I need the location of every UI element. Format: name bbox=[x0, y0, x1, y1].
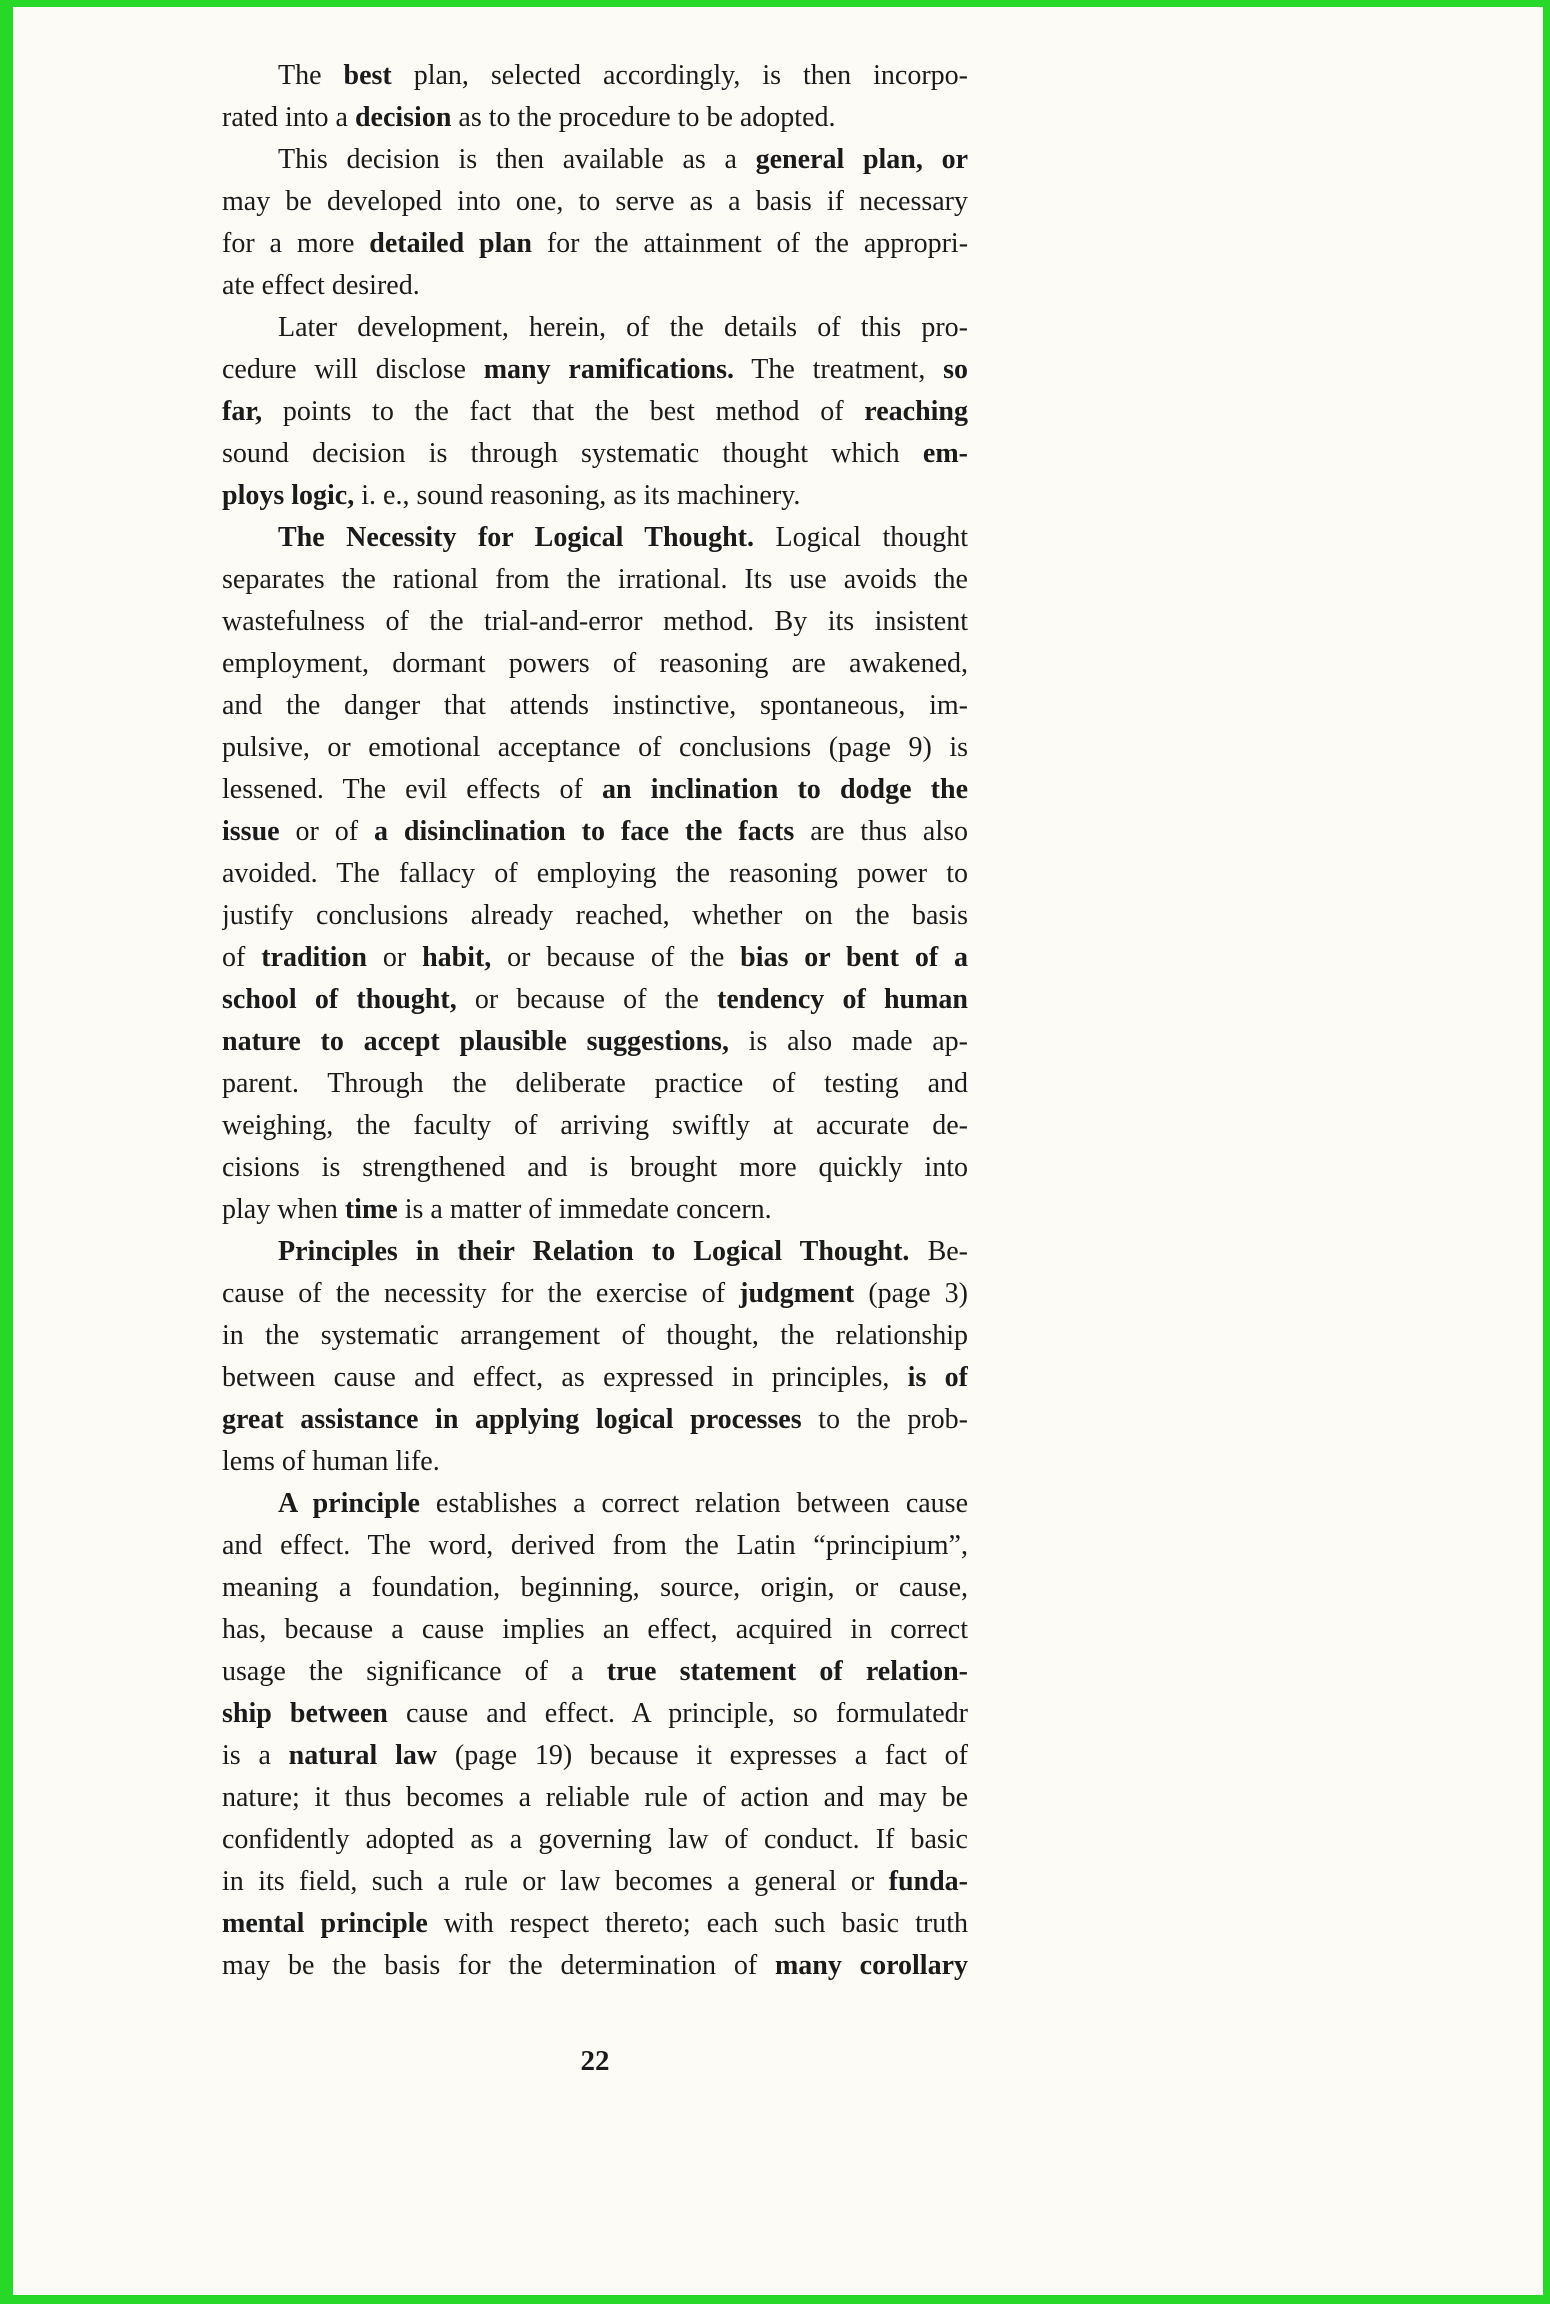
text-segment: cause and effect. A principle, so formulatedr bbox=[387, 1698, 968, 1729]
text-line bbox=[222, 1861, 968, 1903]
text-segment: is a bbox=[222, 1740, 289, 1771]
bold-text-segment: tendency of human bbox=[716, 984, 968, 1015]
bold-text-segment: nature to accept plausible suggestions, bbox=[222, 1026, 729, 1057]
text-segment: cedure will disclose bbox=[222, 354, 484, 385]
bold-text-segment: A principle bbox=[278, 1488, 420, 1519]
text-segment: ate effect desired. bbox=[222, 270, 420, 301]
bold-text-segment: The Necessity for Logical Thought. bbox=[278, 522, 755, 553]
bold-text-segment: great assistance in applying logical processes bbox=[222, 1404, 802, 1435]
text-segment: of bbox=[222, 942, 262, 973]
text-segment: for the attainment of the appropri- bbox=[531, 228, 968, 259]
text-segment: is also made ap- bbox=[728, 1026, 968, 1057]
text-segment: nature; it thus becomes a reliable rule of action and may be bbox=[222, 1782, 968, 1813]
text-line bbox=[222, 1441, 968, 1483]
text-line bbox=[222, 1525, 968, 1567]
text-segment: has, because a cause implies an effect, acquired in correct bbox=[222, 1614, 968, 1645]
text-line bbox=[222, 349, 968, 391]
text-line bbox=[222, 979, 968, 1021]
text-line bbox=[222, 853, 968, 895]
text-segment: The bbox=[278, 60, 344, 91]
text-line bbox=[222, 139, 968, 181]
bold-text-segment: tradition bbox=[261, 942, 367, 973]
bold-text-segment: a disinclination to face the facts bbox=[374, 816, 795, 847]
text-line bbox=[222, 391, 968, 433]
text-segment: are thus also bbox=[794, 816, 968, 847]
text-line bbox=[222, 1693, 968, 1735]
text-segment: may be developed into one, to serve as a basis if necessary bbox=[222, 186, 968, 217]
bold-text-segment: best bbox=[343, 60, 392, 91]
text-segment: in its field, such a rule or law becomes a general or bbox=[222, 1866, 889, 1897]
bold-text-segment: so bbox=[943, 354, 968, 385]
text-line bbox=[222, 727, 968, 769]
text-segment: or of bbox=[279, 816, 374, 847]
text-line bbox=[222, 1903, 968, 1945]
text-segment: confidently adopted as a governing law of conduct. If basic bbox=[222, 1824, 968, 1855]
text-segment: or bbox=[366, 942, 423, 973]
bold-text-segment: decision bbox=[354, 102, 452, 133]
text-segment: sound decision is through systematic thought which bbox=[222, 438, 923, 469]
text-segment: may be the basis for the determination of bbox=[222, 1950, 775, 1981]
bold-text-segment: ship between bbox=[222, 1698, 388, 1729]
text-segment: points to the fact that the best method of bbox=[262, 396, 865, 427]
bold-text-segment: judgment bbox=[739, 1278, 855, 1309]
text-line bbox=[222, 223, 968, 265]
text-line bbox=[222, 937, 968, 979]
text-segment: The treatment, bbox=[734, 354, 944, 385]
text-segment: plan, selected accordingly, is then incorpo- bbox=[391, 60, 968, 91]
text-line bbox=[222, 895, 968, 937]
text-segment: cause of the necessity for the exercise of bbox=[222, 1278, 740, 1309]
bold-text-segment: funda- bbox=[888, 1866, 968, 1897]
text-line bbox=[222, 1483, 968, 1525]
text-segment: separates the rational from the irrational. Its use avoids the bbox=[222, 564, 968, 595]
text-segment: usage the significance of a bbox=[222, 1656, 607, 1687]
text-segment: between cause and effect, as expressed in principles, bbox=[222, 1362, 908, 1393]
text-line bbox=[222, 601, 968, 643]
text-segment: establishes a correct relation between cause bbox=[419, 1488, 968, 1519]
text-segment: parent. Through the deliberate practice of testing and bbox=[222, 1068, 968, 1099]
text-segment: and the danger that attends instinctive, spontaneous, im- bbox=[222, 690, 968, 721]
bold-text-segment: far, bbox=[222, 396, 263, 427]
text-line bbox=[222, 181, 968, 223]
text-line bbox=[222, 433, 968, 475]
text-line bbox=[222, 1021, 968, 1063]
bold-text-segment: em- bbox=[922, 438, 968, 469]
text-line bbox=[222, 1147, 968, 1189]
text-segment: or because of the bbox=[491, 942, 741, 973]
text-segment: and effect. The word, derived from the Latin “principium”, bbox=[222, 1530, 968, 1561]
text-segment: cisions is strengthened and is brought more quickly into bbox=[222, 1152, 968, 1183]
text-segment: Be- bbox=[909, 1236, 968, 1267]
bold-text-segment: time bbox=[344, 1194, 398, 1225]
text-line bbox=[222, 1357, 968, 1399]
text-line bbox=[222, 307, 968, 349]
bold-text-segment: mental principle bbox=[222, 1908, 428, 1939]
text-segment: wastefulness of the trial-and-error method. By its insistent bbox=[222, 606, 968, 637]
text-line bbox=[222, 1315, 968, 1357]
page-number: 22 bbox=[580, 2045, 610, 2077]
text-segment: Logical thought bbox=[754, 522, 968, 553]
bold-text-segment: habit, bbox=[422, 942, 492, 973]
text-segment: or because of the bbox=[456, 984, 717, 1015]
text-segment: with respect thereto; each such basic truth bbox=[427, 1908, 968, 1939]
bold-text-segment: an inclination to dodge the bbox=[602, 774, 968, 805]
text-segment: lems of human life. bbox=[222, 1446, 440, 1477]
text-segment: pulsive, or emotional acceptance of conclusions (page 9) is bbox=[222, 732, 968, 763]
text-line bbox=[222, 475, 968, 517]
text-line bbox=[222, 1945, 968, 1987]
text-line bbox=[222, 559, 968, 601]
bold-text-segment: many ramifications. bbox=[483, 354, 735, 385]
scanned-page bbox=[13, 7, 1543, 2295]
text-line bbox=[222, 517, 968, 559]
bold-text-segment: school of thought, bbox=[222, 984, 457, 1015]
text-segment: as to the procedure to be adopted. bbox=[451, 102, 836, 133]
bold-text-segment: ploys logic, bbox=[222, 480, 355, 511]
text-line bbox=[222, 1609, 968, 1651]
text-block bbox=[222, 55, 968, 1987]
text-segment: avoided. The fallacy of employing the reasoning power to bbox=[222, 858, 968, 889]
text-segment: to the prob- bbox=[801, 1404, 968, 1435]
text-line bbox=[222, 1819, 968, 1861]
text-segment: justify conclusions already reached, whether on the basis bbox=[222, 900, 968, 931]
text-line bbox=[222, 811, 968, 853]
text-segment: rated into a bbox=[222, 102, 355, 133]
text-line bbox=[222, 1063, 968, 1105]
text-line bbox=[222, 1777, 968, 1819]
text-line bbox=[222, 1651, 968, 1693]
bold-text-segment: issue bbox=[222, 816, 280, 847]
text-segment: This decision is then available as a bbox=[278, 144, 756, 175]
bold-text-segment: is of bbox=[907, 1362, 968, 1393]
text-line bbox=[222, 769, 968, 811]
text-line bbox=[222, 1735, 968, 1777]
text-segment: Later development, herein, of the details of this pro- bbox=[278, 312, 968, 343]
bold-text-segment: Principles in their Relation to Logical Thought. bbox=[278, 1236, 910, 1267]
text-line bbox=[222, 265, 968, 307]
bold-text-segment: general plan, or bbox=[755, 144, 968, 175]
text-segment: lessened. The evil effects of bbox=[222, 774, 603, 805]
bold-text-segment: reaching bbox=[864, 396, 968, 427]
bold-text-segment: detailed plan bbox=[369, 228, 532, 259]
text-segment: is a matter of immedate concern. bbox=[397, 1194, 772, 1225]
text-segment: (page 3) bbox=[854, 1278, 968, 1309]
text-line bbox=[222, 643, 968, 685]
text-segment: (page 19) because it expresses a fact of bbox=[437, 1740, 968, 1771]
bold-text-segment: many corollary bbox=[774, 1950, 968, 1981]
text-line bbox=[222, 1105, 968, 1147]
text-line bbox=[222, 55, 968, 97]
text-line bbox=[222, 97, 968, 139]
text-line bbox=[222, 1231, 968, 1273]
bold-text-segment: bias or bent of a bbox=[740, 942, 968, 973]
text-segment: play when bbox=[222, 1194, 345, 1225]
text-line bbox=[222, 1567, 968, 1609]
text-segment: in the systematic arrangement of thought, the relationship bbox=[222, 1320, 968, 1351]
text-segment: i. e., sound reasoning, as its machinery. bbox=[354, 480, 801, 511]
text-segment: for a more bbox=[222, 228, 370, 259]
text-line bbox=[222, 1189, 968, 1231]
text-segment: meaning a foundation, beginning, source, origin, or cause, bbox=[222, 1572, 968, 1603]
text-line bbox=[222, 685, 968, 727]
text-segment: employment, dormant powers of reasoning are awakened, bbox=[222, 648, 968, 679]
text-segment: weighing, the faculty of arriving swiftly at accurate de- bbox=[222, 1110, 968, 1141]
bold-text-segment: natural law bbox=[288, 1740, 438, 1771]
text-line bbox=[222, 1399, 968, 1441]
text-line bbox=[222, 1273, 968, 1315]
bold-text-segment: true statement of relation- bbox=[606, 1656, 968, 1687]
